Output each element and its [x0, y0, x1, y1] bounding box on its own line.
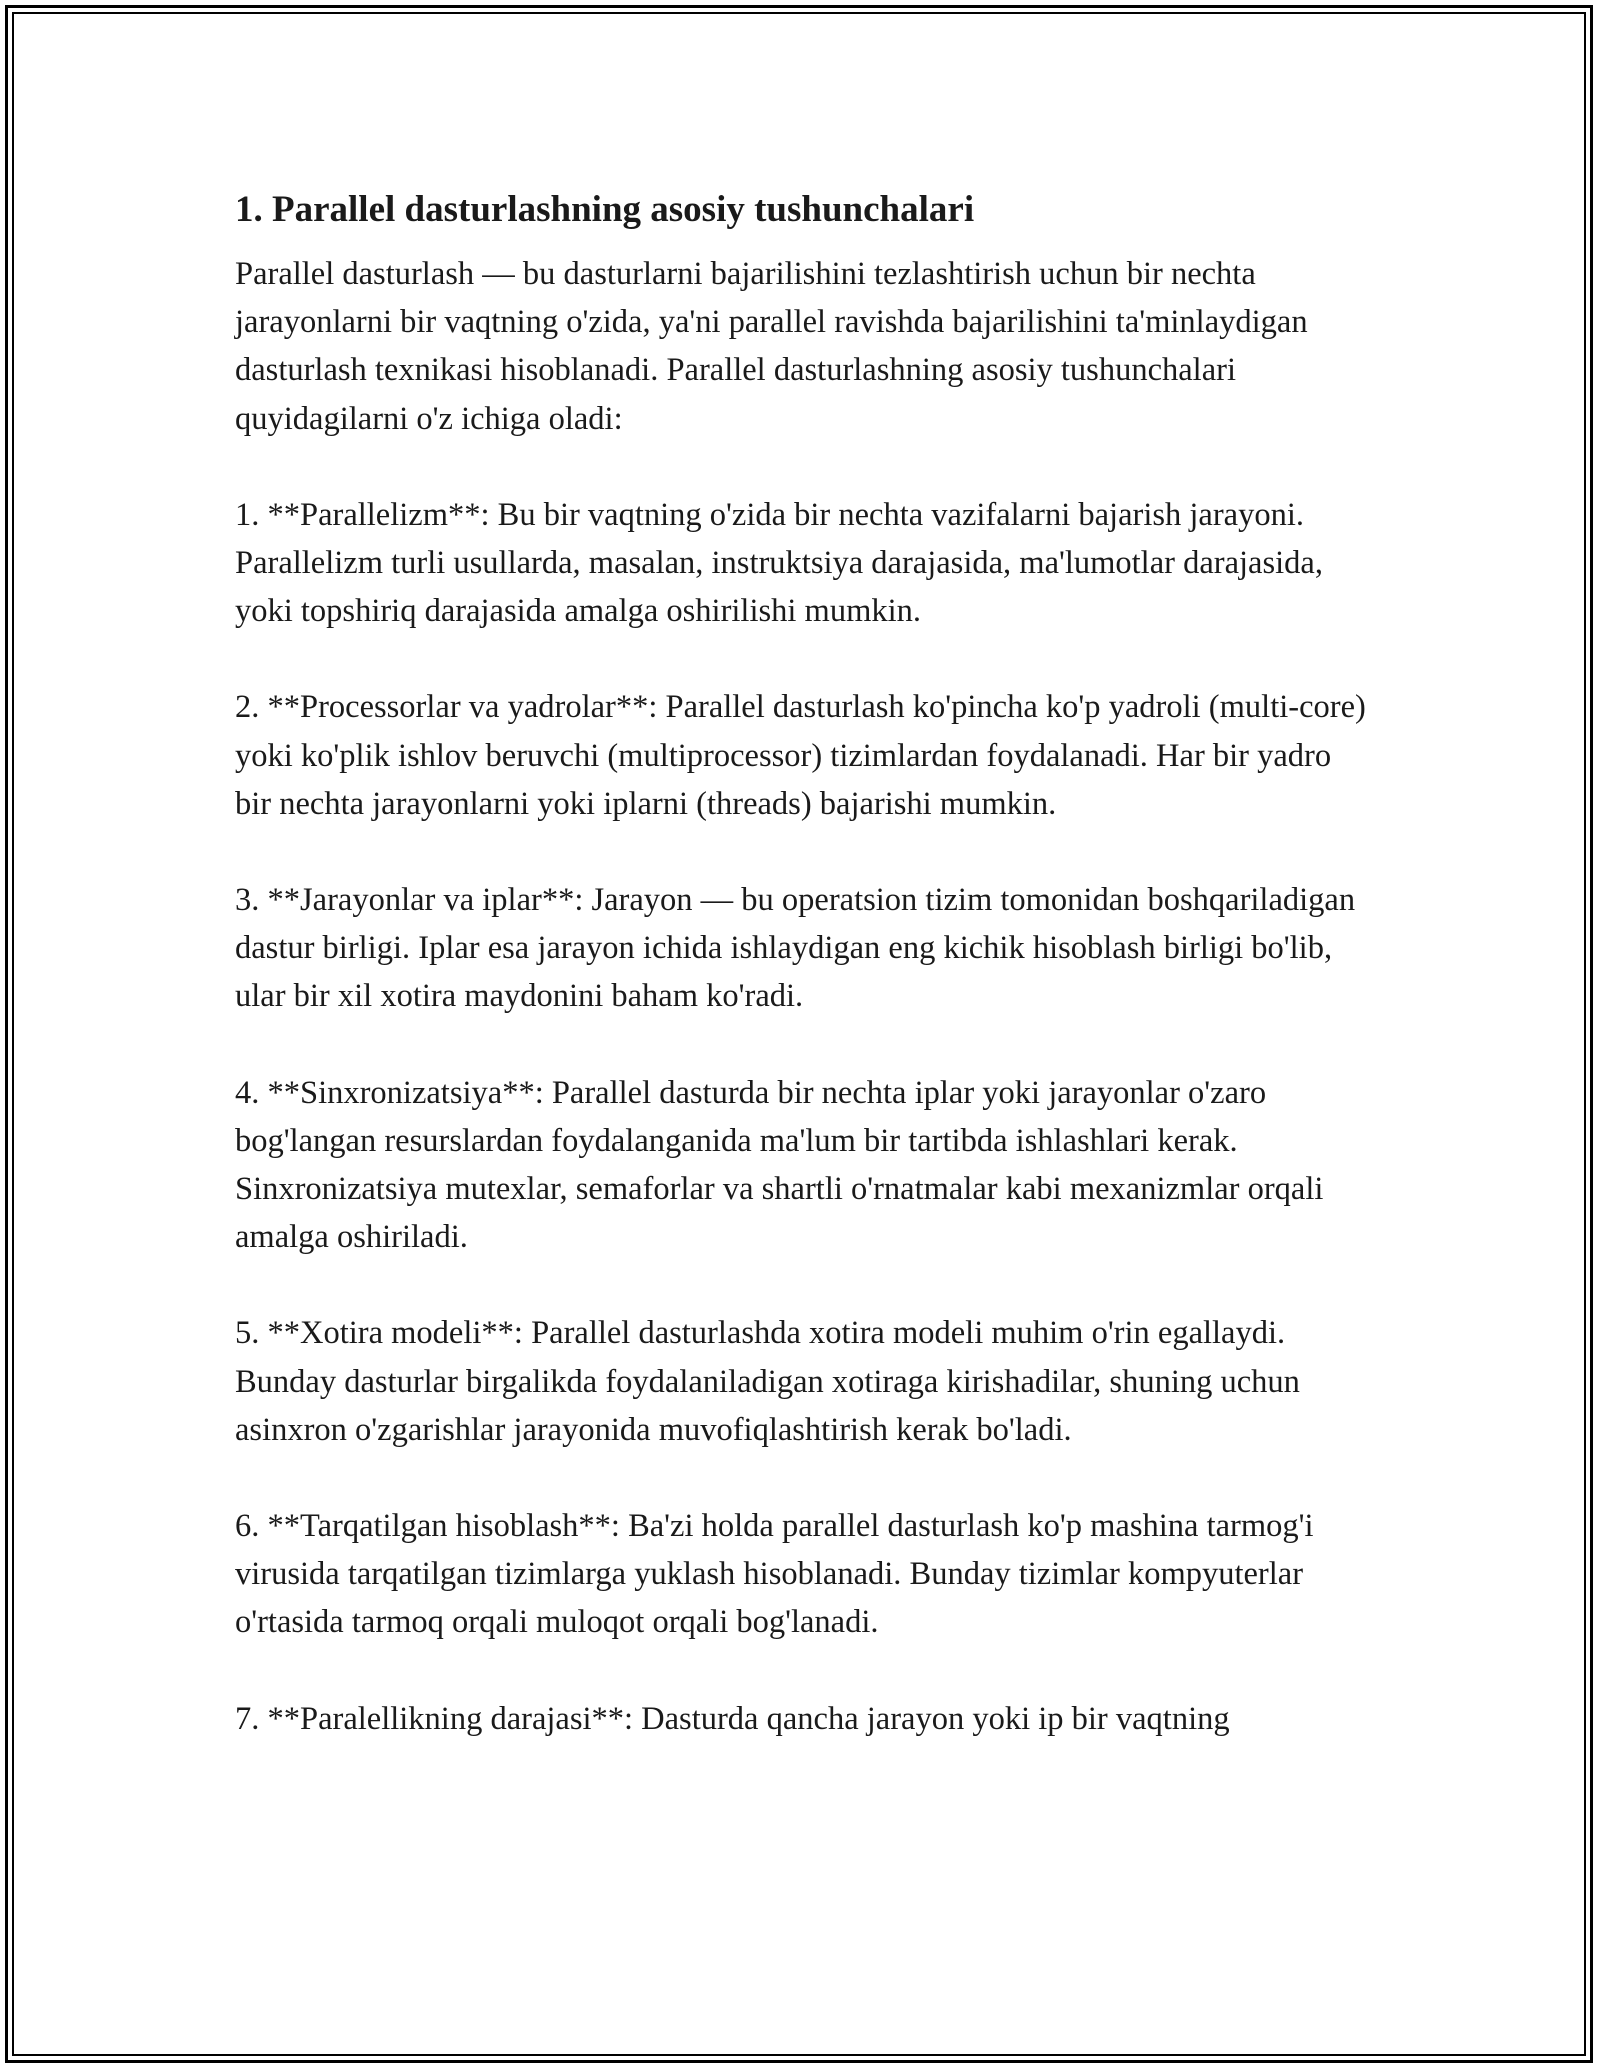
- paragraph-paralellik-darajasi: 7. **Paralellikning darajasi**: Dasturda qancha jarayon yoki ip bir vaqtning: [235, 1700, 1230, 1737]
- paragraph-parallelizm: 1. **Parallelizm**: Bu bir vaqtning o'zida bir nechta vazifalarni bajarish jarayoni. Parallelizm turli usullarda, masalan, instruktsiya darajasida, ma'lumotlar darajasida, yoki topshiriq darajasida amalga oshirilishi mumkin.: [235, 496, 1323, 630]
- paragraph-xotira-modeli: 5. **Xotira modeli**: Parallel dasturlashda xotira modeli muhim o'rin egallaydi. Bunday dasturlar birgalikda foydalaniladigan xotiraga kirishadilar, shuning uchun asinxron o'zgarishlar jarayonida muvofiqlashtirish kerak bo'ladi.: [235, 1315, 1300, 1448]
- paragraph-intro: Parallel dasturlash — bu dasturlarni bajarilishini tezlashtirish uchun bir nechta jarayonlarni bir vaqtning o'zida, ya'ni parallel ravishda bajarilishini ta'minlaydigan dasturlash texnikasi hisoblanadi. Parallel dasturlashning asosiy tushunchalari quyidagilarni o'z ichiga oladi:: [235, 256, 1308, 437]
- paragraph-tarqatilgan: 6. **Tarqatilgan hisoblash**: Ba'zi holda parallel dasturlash ko'p mashina tarmog'i virusida tarqatilgan tizimlarga yuklash hisoblanadi. Bunday tizimlar kompyuterlar o'rtasida tarmoq orqali muloqot orqali bog'lanadi.: [235, 1508, 1314, 1641]
- paragraph-jarayonlar: 3. **Jarayonlar va iplar**: Jarayon — bu operatsion tizim tomonidan boshqariladigan dastur birligi. Iplar esa jarayon ichida ishlaydigan eng kichik hisoblash birligi bo'lib, ular bir xil xotira maydonini baham ko'radi.: [235, 882, 1356, 1015]
- paragraph-sinxronizatsiya: 4. **Sinxronizatsiya**: Parallel dasturda bir nechta iplar yoki jarayonlar o'zaro bog'langan resurslardan foydalanganida ma'lum bir tartibda ishlashlari kerak. Sinxronizatsiya mutexlar, semaforlar va shartli o'rnatmalar kabi mexanizmlar orqali amalga oshiriladi.: [235, 1074, 1324, 1256]
- document-body: [235, 185, 1375, 1743]
- paragraph-processorlar: 2. **Processorlar va yadrolar**: Parallel dasturlash ko'pincha ko'p yadroli (multi-core) yoki ko'plik ishlov beruvchi (multiprocessor) tizimlardan foydalanadi. Har bir yadro bir nechta jarayonlarni yoki iplarni (threads) bajarishi mumkin.: [235, 689, 1366, 822]
- document-title: 1. Parallel dasturlashning asosiy tushunchalari: [235, 189, 975, 230]
